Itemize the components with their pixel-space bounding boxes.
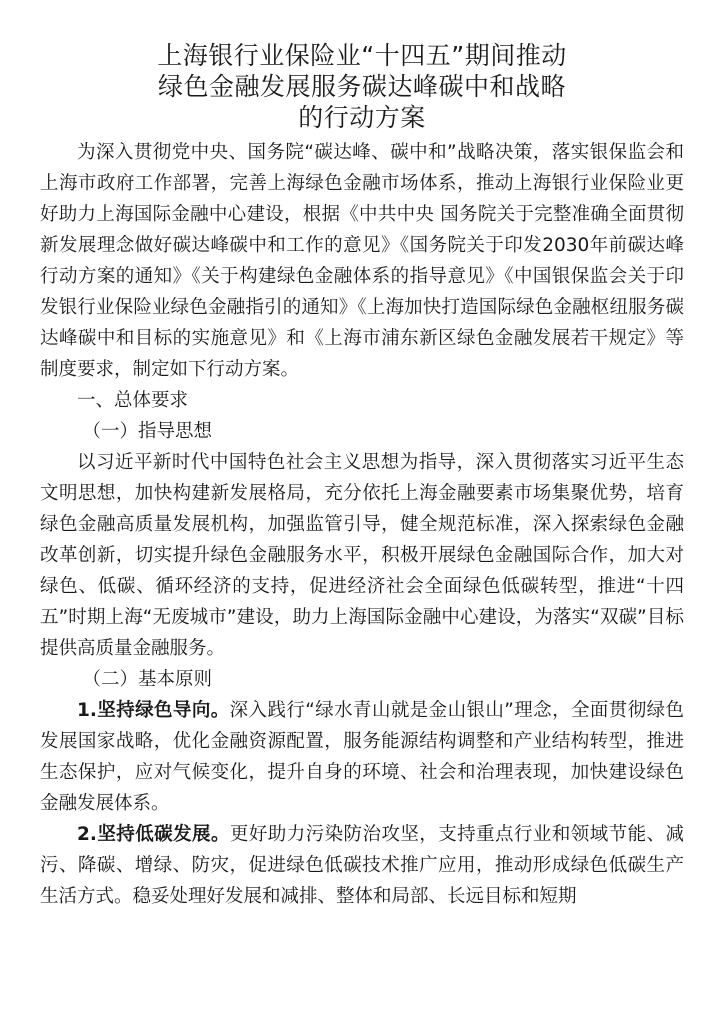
subsection-heading-basic-principles: （二）基本原则: [82, 669, 213, 690]
principle-1-text: 深入践行“绿水青山就是金山银山”理念，全面贯彻绿色发展国家战略，优化金融资源配置，服务能源结构调整和产业结构转型，推进生态保护，应对气候变化，提升自身的环境、社会和治理表现，加快建设绿色金融发展体系。: [40, 700, 685, 814]
section-heading-general-requirements: 一、总体要求: [77, 390, 189, 411]
intro-paragraph: 为深入贯彻党中央、国务院“碳达峰、碳中和”战略决策，落实银保监会和上海市政府工作部署，完善上海绿色金融市场体系，推动上海银行业保险业更好助力上海国际金融中心建设，根据《中共中央 国务院关于完整准确全面贯彻新发展理念做好碳达峰碳中和工作的意见》《国务院关于印发2030年前碳达峰行动方案的通知》《关于构建绿色金融体系的指导意见》《中国银保监会关于印发银行业保险业绿色金融指引的通知》《上海加快打造国际绿色金融枢纽服务碳达峰碳中和目标的实施意见》和《上海市浦东新区绿色金融发展若干规定》等制度要求，制定如下行动方案。: [40, 142, 684, 380]
principle-1-lead: 1.坚持绿色导向。: [77, 700, 230, 721]
principle-2-lead: 2.坚持低碳发展。: [77, 824, 230, 845]
principle-2-text: 更好助力污染防治攻坚，支持重点行业和领域节能、减污、降碳、增绿、防灾，促进绿色低碳技术推广应用，推动形成绿色低碳生产生活方式。稳妥处理好发展和减排、整体和局部、长远目标和短期: [40, 824, 684, 907]
title-line-2: 绿色金融发展服务碳达峰碳中和战略: [157, 72, 566, 101]
document-body: [40, 137, 684, 912]
principle-low-carbon-development: [40, 819, 684, 912]
title-line-3: 的行动方案: [298, 103, 426, 132]
title-line-1: 上海银行业保险业“十四五”期间推动: [157, 41, 567, 70]
document-page: [40, 40, 684, 912]
guiding-ideology-paragraph: 以习近平新时代中国特色社会主义思想为指导，深入贯彻落实习近平生态文明思想，加快构建新发展格局，充分依托上海金融要素市场集聚优势，培育绿色金融高质量发展机构，加强监管引导，健全规范标准，深入探索绿色金融改革创新，切实提升绿色金融服务水平，积极开展绿色金融国际合作，加大对绿色、低碳、循环经济的支持，促进经济社会全面绿色低碳转型，推进“十四五”时期上海“无废城市”建设，助力上海国际金融中心建设，为落实“双碳”目标提供高质量金融服务。: [40, 452, 684, 659]
principle-green-orientation: [40, 695, 684, 819]
document-title: [40, 40, 684, 133]
subsection-heading-guiding-ideology: （一）指导思想: [82, 421, 213, 442]
